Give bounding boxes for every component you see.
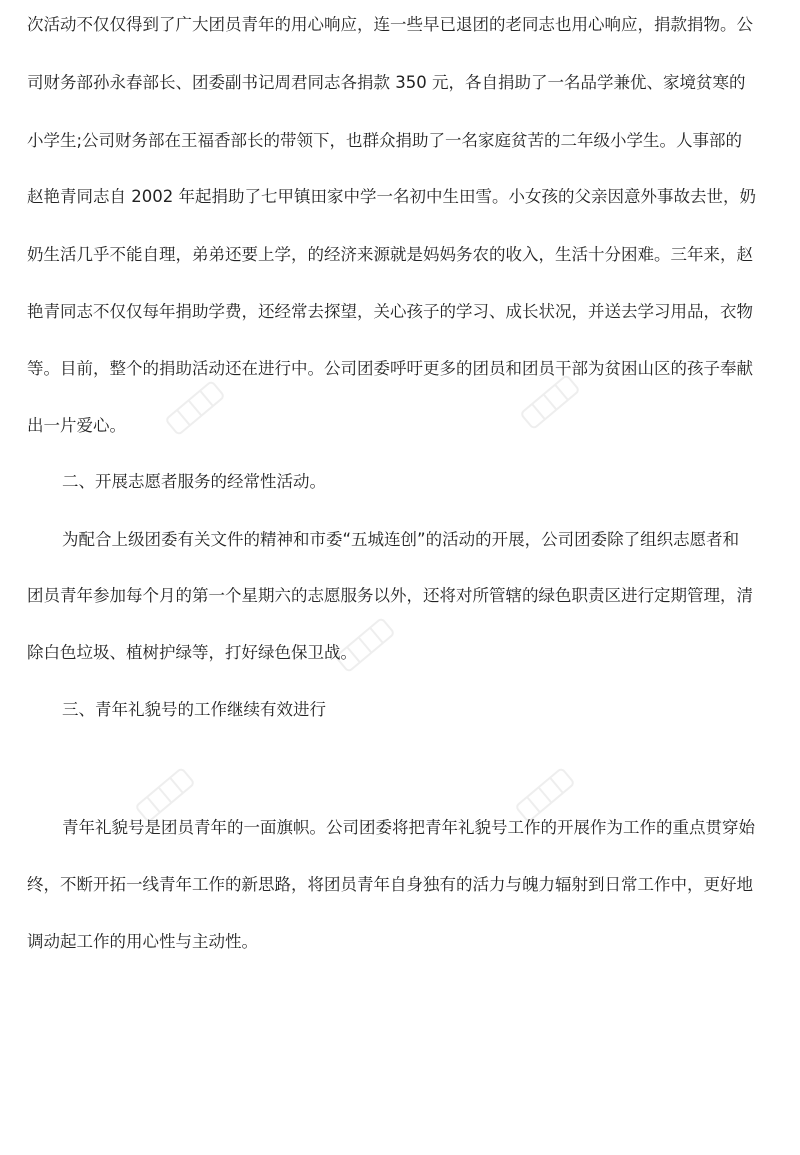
paragraph-line: 司财务部孙永春部长、团委副书记周君同志各捐款 350 元，各自捐助了一名品学兼优、家境贫寒的 bbox=[27, 73, 746, 92]
paragraph-line: 小学生;公司财务部在王福香部长的带领下，也群众捐助了一名家庭贫苦的二年级小学生。人事部的 bbox=[27, 131, 743, 150]
watermark-icon bbox=[505, 372, 595, 432]
watermark-icon bbox=[150, 378, 240, 438]
paragraph-line: 等。目前，整个的捐助活动还在进行中。公司团委呼吁更多的团员和团员干部为贫困山区的孩子奉献 bbox=[27, 359, 753, 378]
paragraph-line: 次活动不仅仅得到了广大团员青年的用心响应，连一些早已退团的老同志也用心响应，捐款捐物。公 bbox=[27, 15, 753, 34]
section-heading: 二、开展志愿者服务的经常性活动。 bbox=[62, 472, 326, 491]
paragraph-line: 出一片爱心。 bbox=[27, 416, 126, 435]
section-heading: 三、青年礼貌号的工作继续有效进行 bbox=[62, 700, 326, 719]
paragraph-line: 奶生活几乎不能自理，弟弟还要上学，的经济来源就是妈妈务农的收入，生活十分困难。三年来，赵 bbox=[27, 245, 753, 264]
paragraph-line: 团员青年参加每个月的第一个星期六的志愿服务以外，还将对所管辖的绿色职责区进行定期管理，清 bbox=[27, 586, 753, 605]
paragraph-line: 为配合上级团委有关文件的精神和市委“五城连创”的活动的开展，公司团委除了组织志愿者和 bbox=[62, 530, 740, 549]
paragraph-line: 赵艳青同志自 2002 年起捐助了七甲镇田家中学一名初中生田雪。小女孩的父亲因意外事故去世，奶 bbox=[27, 187, 756, 206]
paragraph-line: 艳青同志不仅仅每年捐助学费，还经常去探望，关心孩子的学习、成长状况，并送去学习用品，衣物 bbox=[27, 302, 753, 321]
paragraph-line: 终，不断开拓一线青年工作的新思路，将团员青年自身独有的活力与魄力辐射到日常工作中，更好地 bbox=[27, 875, 753, 894]
paragraph-line: 除白色垃圾、植树护绿等，打好绿色保卫战。 bbox=[27, 643, 357, 662]
paragraph-line: 调动起工作的用心性与主动性。 bbox=[27, 932, 258, 951]
paragraph-line: 青年礼貌号是团员青年的一面旗帜。公司团委将把青年礼貌号工作的开展作为工作的重点贯穿始 bbox=[62, 818, 755, 837]
